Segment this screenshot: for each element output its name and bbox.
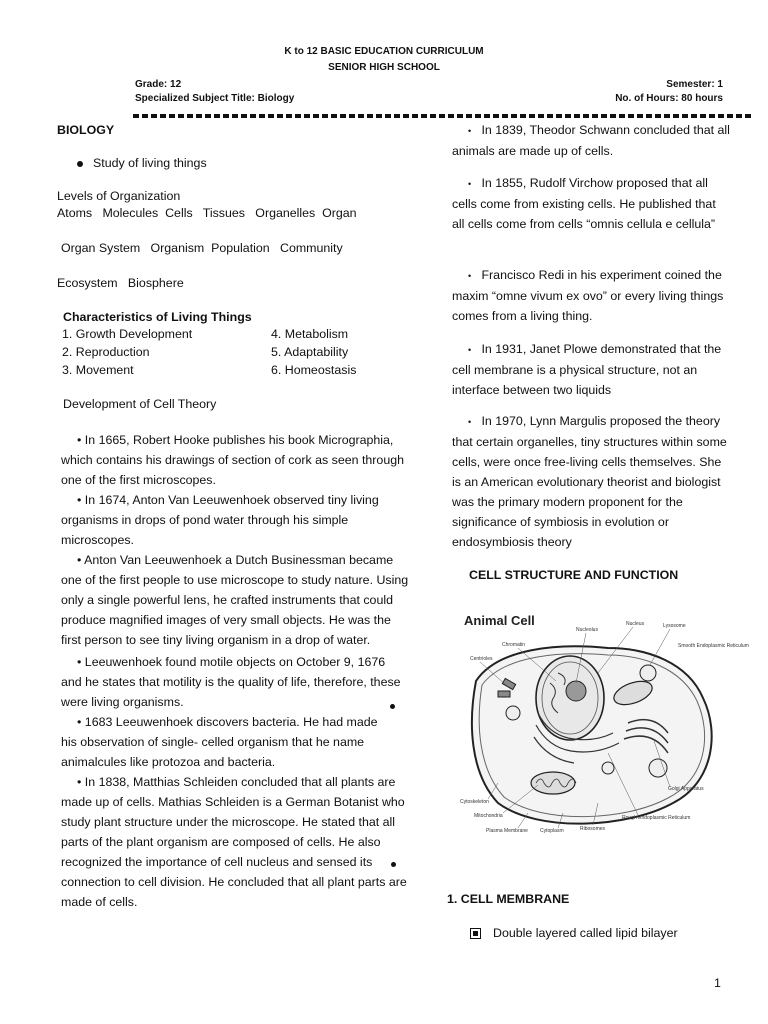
char-item: 1. Growth Development bbox=[62, 327, 193, 341]
theory-item-right: • Francisco Redi in his experiment coined the maxim “omne vivum ex ovo” or every living things comes from a living thing. bbox=[452, 268, 724, 323]
subject-title: Specialized Subject Title: Biology bbox=[135, 93, 295, 104]
label-nucleus: Nucleus bbox=[626, 621, 645, 627]
label-mitochondria: Mitochondria bbox=[474, 813, 503, 819]
checkbox-icon bbox=[470, 928, 481, 939]
theory-item: • 1683 Leeuwenhoek discovers bacteria. He had made his observation of single- celled organism that he name animalcules like protozoa and bacteria. bbox=[61, 715, 378, 769]
levels-row-3: Ecosystem Biosphere bbox=[57, 276, 184, 290]
school-level: SENIOR HIGH SCHOOL bbox=[328, 62, 440, 73]
bullet-study bbox=[77, 153, 207, 173]
char-item: 5. Adaptability bbox=[271, 345, 349, 359]
label-plasma-membrane: Plasma Membrane bbox=[486, 828, 528, 834]
theory-item-text: In 1855, Rudolf Virchow proposed that all cells come from existing cells. He published that all cells come from cells “omnis cellula e cellula” bbox=[452, 176, 716, 231]
char-item: 2. Reproduction bbox=[62, 345, 150, 359]
membrane-item-text: Double layered called lipid bilayer bbox=[493, 926, 678, 940]
char-item: 4. Metabolism bbox=[271, 327, 349, 341]
theory-item-text: In 1931, Janet Plowe demonstrated that the cell membrane is a physical structure, not an interface between two liquids bbox=[452, 342, 722, 397]
theory-item-right: • In 1970, Lynn Margulis proposed the theory that certain organelles, tiny structures within some cells, were once free-living cells themselves. She is an American evolutionary theorist and biologist was the primary modern proponent for the significance of symbiosis in evolution or endosymbiosis theory bbox=[452, 414, 727, 549]
cell-structure-title: CELL STRUCTURE AND FUNCTION bbox=[469, 568, 679, 582]
char-item: 6. Homeostasis bbox=[271, 363, 357, 377]
theory-item-text: In 1665, Robert Hooke publishes his book Micrographia, which contains his drawings of section of cork as seen through one of the first microscopes. bbox=[61, 433, 404, 487]
dashed-divider bbox=[133, 114, 753, 118]
characteristics-title: Characteristics of Living Things bbox=[63, 310, 252, 324]
theory-item: • Anton Van Leeuwenhoek a Dutch Businessman became one of the first people to use microscope to study nature. Using only a single powerful lens, he crafted instruments that could produce magnified images of very small objects. He was the first person to see tiny living organism in a drop of water. bbox=[61, 553, 409, 647]
stray-dot bbox=[391, 862, 396, 867]
bullet-icon bbox=[77, 161, 83, 167]
theory-item-text: Francisco Redi in his experiment coined the maxim “omne vivum ex ovo” or every living things comes from a living thing. bbox=[452, 268, 724, 323]
theory-item-text: 1683 Leeuwenhoek discovers bacteria. He had made his observation of single- celled organism that he name animalcules like protozoa and bacteria. bbox=[61, 715, 378, 769]
theory-item-text: In 1839, Theodor Schwann concluded that all animals are made up of cells. bbox=[452, 123, 730, 158]
label-nucleolus: Nucleolus bbox=[576, 627, 598, 633]
label-chromatin: Chromatin bbox=[502, 642, 526, 648]
label-ribosomes: Ribosomes bbox=[580, 826, 606, 832]
theory-item-right: • In 1855, Rudolf Virchow proposed that all cells come from existing cells. He published that all cells come from cells “omnis cellula e cellula” bbox=[452, 176, 716, 231]
curriculum-title: K to 12 BASIC EDUCATION CURRICULUM bbox=[284, 46, 484, 57]
cell-membrane-title: 1. CELL MEMBRANE bbox=[447, 892, 570, 906]
levels-title: Levels of Organization bbox=[57, 189, 181, 203]
semester-label: Semester: 1 bbox=[666, 79, 723, 90]
section-title-biology: BIOLOGY bbox=[57, 123, 115, 137]
theory-item-text: Anton Van Leeuwenhoek a Dutch Businessman became one of the first people to use microscope to study nature. Using only a single powerful lens, he crafted instruments that could produce magnified images of very small objects. He was the first person to see tiny living organism in a drop of water. bbox=[61, 553, 409, 647]
stray-dot bbox=[390, 704, 395, 709]
theory-item-text: In 1838, Matthias Schleiden concluded that all plants are made up of cells. Mathias Schleiden is a German Botanist who study plant structure under the microscope. He stated that all parts of the plant organism are composed of cells. He also recognized the importance of cell nucleus and sensed its connection to cell division. He concluded that all plant parts are made of cells. bbox=[61, 775, 407, 909]
theory-item-right: • In 1931, Janet Plowe demonstrated that the cell membrane is a physical structure, not an interface between two liquids bbox=[452, 342, 722, 397]
label-smooth-er: Smooth Endoplasmic Reticulum bbox=[678, 643, 749, 649]
label-golgi: Golgi Apparatus bbox=[668, 786, 704, 792]
theory-item-text: Leeuwenhoek found motile objects on October 9, 1676 and he states that motility is the quality of life, therefore, these were living organisms. bbox=[61, 655, 401, 709]
page-number: 1 bbox=[714, 976, 721, 990]
theory-item-text: In 1970, Lynn Margulis proposed the theory that certain organelles, tiny structures within some cells, were once free-living cells themselves. She is an American evolutionary theorist and biologist was the primary modern proponent for the significance of symbiosis in evolution or endosymbiosis theory bbox=[452, 414, 727, 549]
theory-item-text: In 1674, Anton Van Leeuwenhoek observed tiny living organisms in drops of pond water through his simple microscopes. bbox=[61, 493, 379, 547]
theory-item: • In 1838, Matthias Schleiden concluded that all plants are made up of cells. Mathias Schleiden is a German Botanist who study plant structure under the microscope. He stated that all parts of the plant organism are composed of cells. He also recognized the importance of cell nucleus and sensed its connection to cell division. He concluded that all plant parts are made of cells. bbox=[61, 775, 407, 909]
levels-row-1: Atoms Molecules Cells Tissues Organelles Organ bbox=[57, 206, 357, 220]
theory-item: • In 1665, Robert Hooke publishes his book Micrographia, which contains his drawings of section of cork as seen through one of the first microscopes. bbox=[61, 433, 404, 487]
label-cytoplasm: Cytoplasm bbox=[540, 828, 564, 834]
animal-cell-figure bbox=[458, 603, 749, 843]
label-rough-er: Rough Endoplasmic Reticulum bbox=[622, 815, 691, 821]
cell-theory-title: Development of Cell Theory bbox=[63, 397, 217, 411]
hours-label: No. of Hours: 80 hours bbox=[615, 93, 723, 104]
theory-item-right: • In 1839, Theodor Schwann concluded that all animals are made up of cells. bbox=[452, 123, 730, 158]
char-item: 3. Movement bbox=[62, 363, 134, 377]
figure-title: Animal Cell bbox=[464, 613, 535, 628]
label-centrioles: Centrioles bbox=[470, 656, 493, 662]
levels-row-2: Organ System Organism Population Community bbox=[61, 241, 343, 255]
theory-item: • Leeuwenhoek found motile objects on October 9, 1676 and he states that motility is the quality of life, therefore, these were living organisms. bbox=[61, 655, 401, 709]
membrane-item bbox=[470, 923, 678, 943]
label-cytoskeleton: Cytoskeleton bbox=[460, 799, 489, 805]
grade-label: Grade: 12 bbox=[135, 79, 182, 90]
bullet-text: Study of living things bbox=[93, 156, 207, 170]
theory-item: • In 1674, Anton Van Leeuwenhoek observed tiny living organisms in drops of pond water through his simple microscopes. bbox=[61, 493, 379, 547]
label-lysosome: Lysosome bbox=[663, 623, 686, 629]
